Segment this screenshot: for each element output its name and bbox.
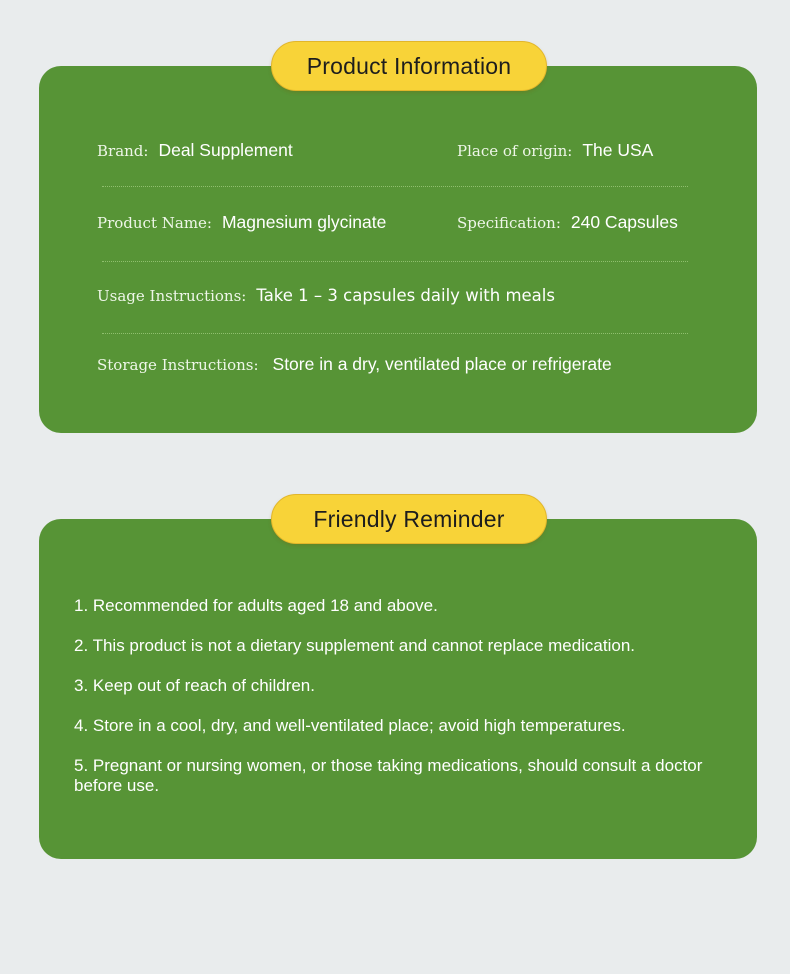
brand-row [97,140,293,161]
brand-label: Brand: [97,142,149,160]
origin-value: The USA [582,140,654,160]
product-information-heading: Product Information [271,41,547,91]
usage-label: Usage Instructions: [97,287,247,305]
origin-label: Place of origin: [457,142,573,160]
friendly-reminder-heading: Friendly Reminder [271,494,547,544]
product-name-value: Magnesium glycinate [221,212,387,232]
product-name-label: Product Name: [97,214,212,232]
usage-row [97,286,555,305]
divider [102,333,688,334]
reminder-item: 2. This product is not a dietary supplement and cannot replace medication. [74,636,636,655]
usage-value: Take 1 – 3 capsules daily with meals [256,286,555,305]
specification-value: 240 Capsules [570,212,678,232]
specification-label: Specification: [457,214,561,232]
reminder-item: 1. Recommended for adults aged 18 and above. [74,596,438,615]
origin-row [457,140,653,161]
product-name-row [97,212,386,233]
divider [102,261,688,262]
storage-row [97,354,612,375]
storage-label: Storage Instructions: [97,356,259,374]
product-information-panel [39,66,757,433]
reminder-item: 3. Keep out of reach of children. [74,676,315,695]
reminder-item: 5. Pregnant or nursing women, or those taking medications, should consult a doctor before use. [74,756,703,795]
storage-value: Store in a dry, ventilated place or refrigerate [272,354,612,374]
specification-row [457,212,678,233]
divider [102,186,688,187]
reminder-item: 4. Store in a cool, dry, and well-ventilated place; avoid high temperatures. [74,716,626,735]
brand-value: Deal Supplement [158,140,293,160]
